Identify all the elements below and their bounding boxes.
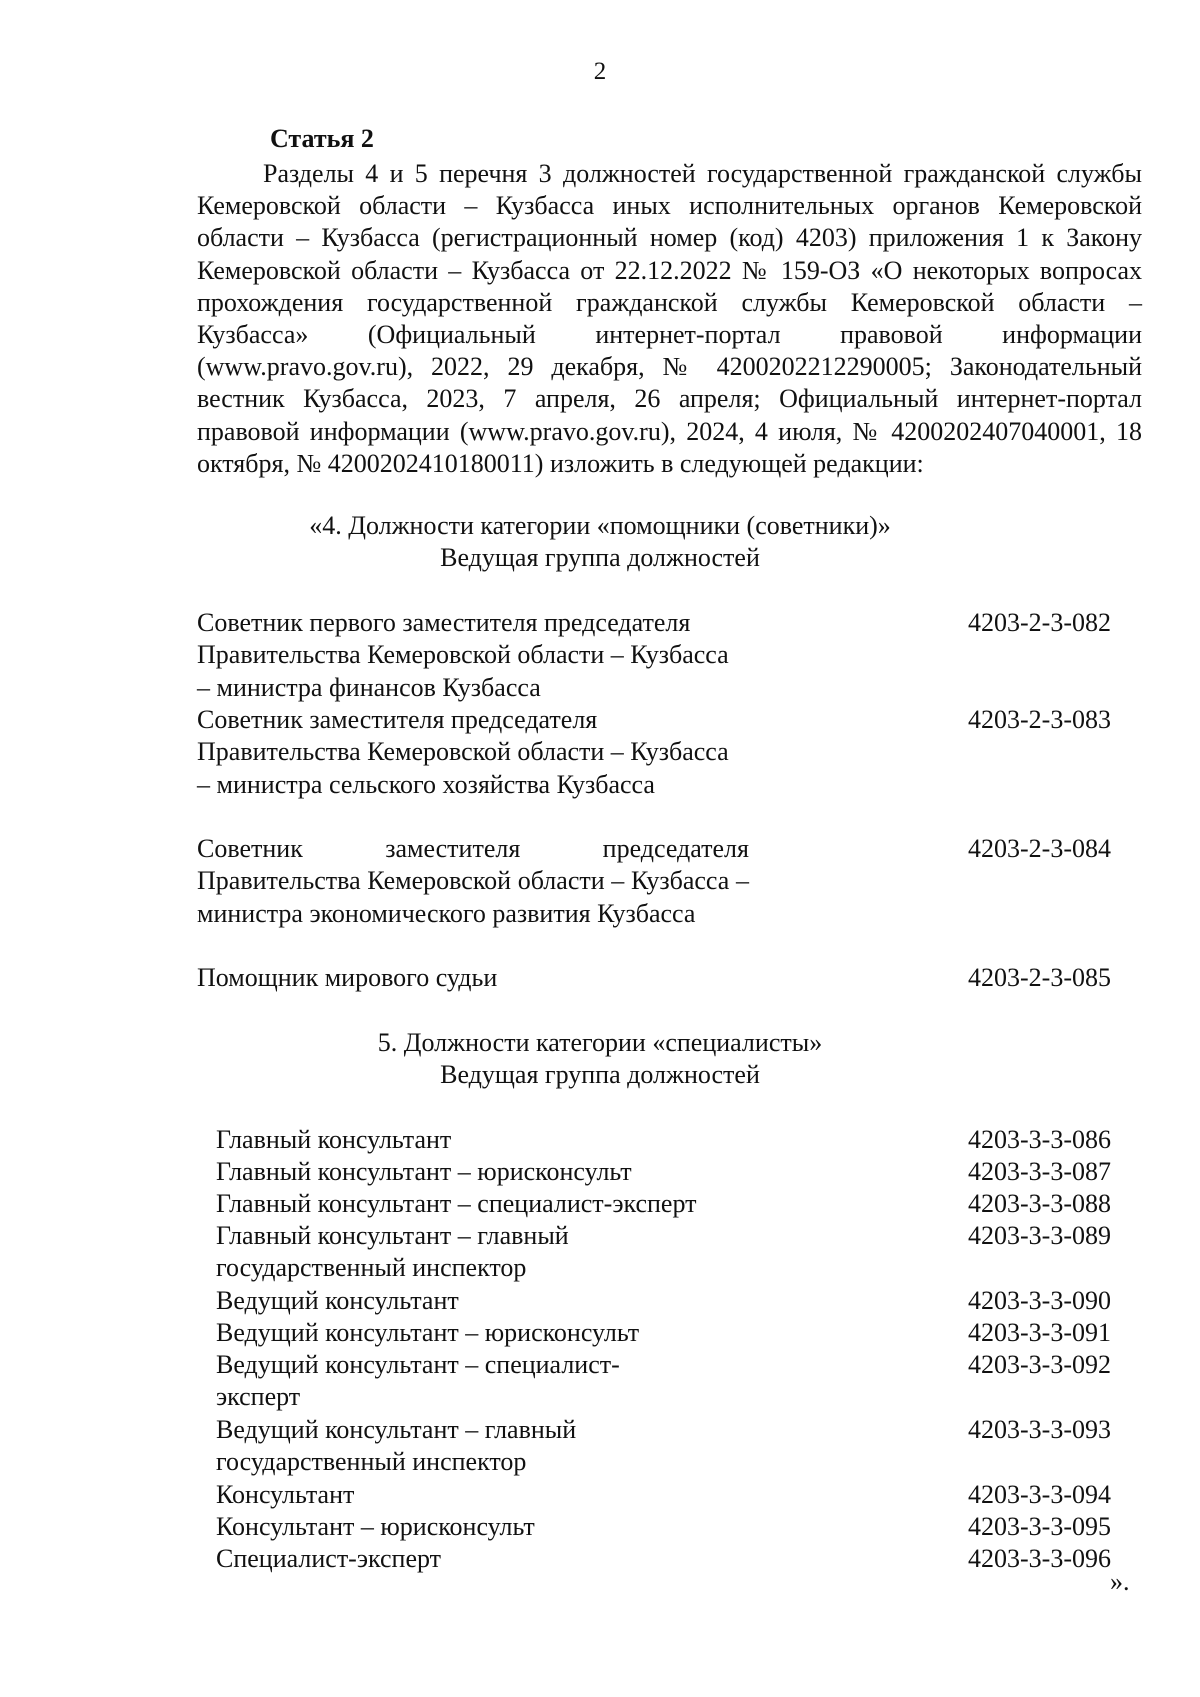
section-5-row-code: 4203-3-3-089 xyxy=(968,1221,1111,1250)
section-5-row-code: 4203-3-3-095 xyxy=(968,1512,1111,1541)
section-5-row-label: Консультант xyxy=(216,1480,355,1509)
section-4-row-code: 4203-2-3-085 xyxy=(968,963,1111,992)
section-4-group: Ведущая группа должностей xyxy=(440,543,760,572)
section-5-row-label: Ведущий консультант – юрисконсульт xyxy=(216,1318,640,1347)
closing-quote-mark: ». xyxy=(1110,1567,1130,1596)
section-5-row-code: 4203-3-3-091 xyxy=(968,1318,1111,1347)
section-5-row-code: 4203-3-3-090 xyxy=(968,1286,1111,1315)
section-5-row-label: Ведущий консультант – главный государственный инспектор xyxy=(216,1415,577,1477)
section-5-row-code: 4203-3-3-092 xyxy=(968,1350,1111,1379)
section-5-row-label: Главный консультант – специалист-эксперт xyxy=(216,1189,697,1218)
section-5-row-label: Главный консультант – главный государственный инспектор xyxy=(216,1221,569,1283)
article-heading: Статья 2 xyxy=(270,124,374,153)
section-4-row-label: Помощник мирового судьи xyxy=(197,963,498,992)
section-5-row-code: 4203-3-3-087 xyxy=(968,1157,1111,1186)
section-4-row-code: 4203-2-3-084 xyxy=(968,834,1111,863)
section-5-row-label: Главный консультант – юрисконсульт xyxy=(216,1157,632,1186)
section-5-row-label: Специалист-эксперт xyxy=(216,1544,441,1573)
section-5-row-label: Ведущий консультант xyxy=(216,1286,459,1315)
section-5-row-code: 4203-3-3-096 xyxy=(968,1544,1111,1573)
section-5-row-label: Ведущий консультант – специалист-эксперт xyxy=(216,1350,620,1412)
section-5-row-code: 4203-3-3-093 xyxy=(968,1415,1111,1444)
section-4-row-code: 4203-2-3-082 xyxy=(968,608,1111,637)
section-5-title: 5. Должности категории «специалисты» xyxy=(377,1028,823,1057)
section-5-row-code: 4203-3-3-094 xyxy=(968,1480,1111,1509)
section-4-row-label: Советник первого заместителя председателя Правительства Кемеровской области – Кузбасса – министра финансов Кузбасса xyxy=(197,608,729,702)
body-paragraph: Разделы 4 и 5 перечня 3 должностей государственной гражданской службы Кемеровской области – Кузбасса иных исполнительных органов Кемеровской области – Кузбасса (регистрационный номер (код) 4203) приложения 1 к Закону Кемеровской области – Кузбасса от 22.12.2022 № 159-ОЗ «О некоторых вопросах прохождения государственной гражданской службы Кемеровской области – Кузбасса» (Официальный интернет-портал правовой информации (www.pravo.gov.ru), 2022, 29 декабря, № 4200202212290005; Законодательный вестник Кузбасса, 2023, 7 апреля, 26 апреля; Официальный интернет-портал правовой информации (www.pravo.gov.ru), 2024, 4 июля, № 4200202407040001, 18 октября, № 4200202410180011) изложить в следующей редакции: xyxy=(197,159,1142,478)
section-4-row-code: 4203-2-3-083 xyxy=(968,705,1111,734)
section-5-row-code: 4203-3-3-086 xyxy=(968,1125,1111,1154)
section-5-row-label: Главный консультант xyxy=(216,1125,452,1154)
section-4-title: «4. Должности категории «помощники (советники)» xyxy=(309,511,891,540)
page-number: 2 xyxy=(593,58,607,85)
section-5-row-label: Консультант – юрисконсульт xyxy=(216,1512,535,1541)
section-5-row-code: 4203-3-3-088 xyxy=(968,1189,1111,1218)
section-4-row-label: Советник заместителя председателя Правительства Кемеровской области – Кузбасса – министра сельского хозяйства Кузбасса xyxy=(197,705,729,799)
section-5-group: Ведущая группа должностей xyxy=(440,1060,760,1089)
section-4-row-label: Советник заместителя председателя Правительства Кемеровской области – Кузбасса – министра экономического развития Кузбасса xyxy=(197,834,749,928)
